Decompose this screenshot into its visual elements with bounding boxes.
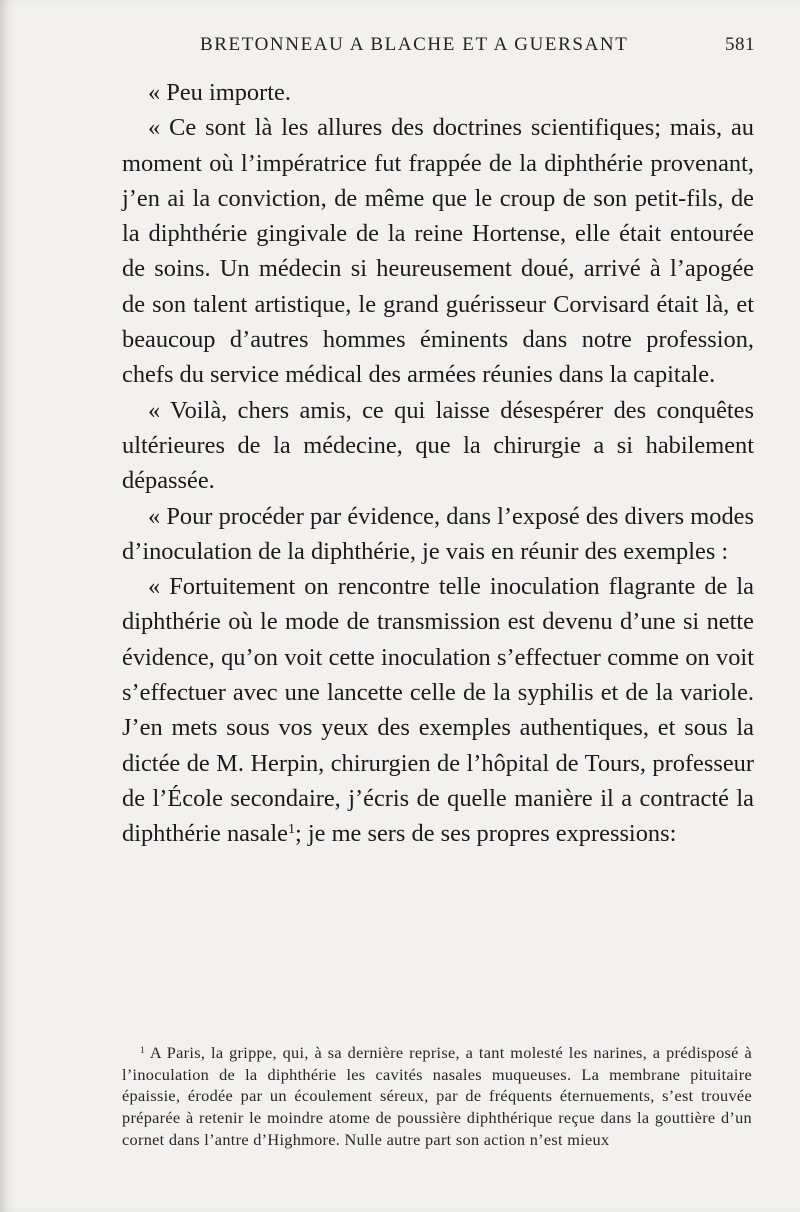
paragraph (122, 569, 754, 851)
footnote-reference: 1 (287, 821, 296, 838)
running-title: BRETONNEAU A BLACHE ET A GUERSANT (200, 34, 629, 55)
page-number: 581 (725, 34, 755, 55)
body-text (122, 75, 754, 852)
paragraph-text-end: ; je me sers de ses propres expressions: (295, 820, 677, 848)
footnote-marker: 1 (140, 1045, 146, 1056)
paragraph: « Voilà, chers amis, ce qui laisse désespérer des conquêtes ultérieures de la médecine, que la chirurgie a si habilement dépassée. (122, 396, 754, 495)
paragraph: « Pour procéder par évidence, dans l’exposé des divers modes d’inoculation de la diphthérie, je vais en réunir des exemples : (122, 502, 754, 565)
footnote-text: A Paris, la grippe, qui, à sa dernière reprise, a tant molesté les narines, a prédisposé à l’inoculation de la diphthérie les cavités nasales muqueuses. La membrane pituitaire épaissie, érodée par un écoulement séreux, par de fréquents éternuements, s’est trouvée préparée à retenir le moindre atome de poussière diphthérique reçue dans la gouttière d’un cornet dans l’antre d’Highmore. Nulle autre part son action n’est mieux (122, 1043, 752, 1149)
footnotes (122, 1042, 752, 1151)
paragraph: « Ce sont là les allures des doctrines scientifiques; mais, au moment où l’impératrice fut frappée de la diphthérie provenant, j’en ai la conviction, de même que le croup de son petit-fils, de la diphthérie gingivale de la reine Hortense, elle était entourée de soins. Un médecin si heureusement doué, arrivé à l’apogée de son talent artistique, le grand guérisseur Corvisard était là, et beaucoup d’autres hommes éminents dans notre profession, chefs du service médical des armées réunies dans la capitale. (122, 114, 754, 389)
paragraph: « Peu importe. (148, 79, 291, 106)
footnote (122, 1042, 752, 1151)
paragraph-text: « Fortuitement on rencontre telle inoculation flagrante de la diphthérie où le mode de transmission est devenu d’une si nette évidence, qu’on voit cette inoculation s’effectuer comme on voit s’effectuer avec une lancette celle de la syphilis et de la variole. J’en mets sous vos yeux des exemples authentiques, et sous la dictée de M. Herpin, chirurgien de l’hôpital de Tours, professeur de l’École secondaire, j’écris de quelle manière il a contracté la diphthérie nasale (122, 573, 754, 848)
